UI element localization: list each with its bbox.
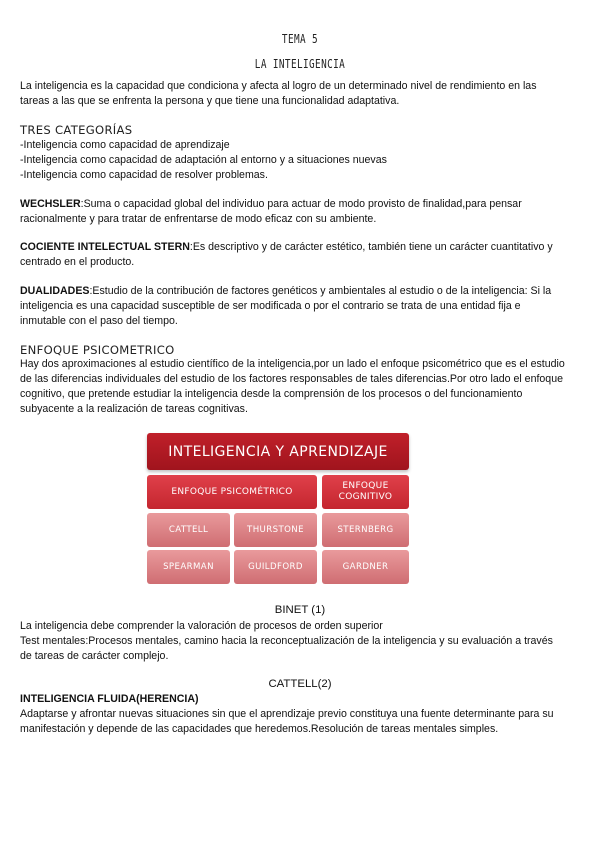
diagram-thurstone-box: THURSTONE <box>234 513 317 547</box>
diagram-cattell-box: CATTELL <box>147 513 230 547</box>
categoria-item: -Inteligencia como capacidad de adaptación al entorno y a situaciones nuevas <box>20 154 387 166</box>
diagram-spearman-box: SPEARMAN <box>147 550 230 584</box>
stern-label: COCIENTE INTELECTUAL STERN <box>20 241 190 253</box>
binet-heading: BINET (1) <box>274 604 326 616</box>
enfoque-heading: ENFOQUE PSICOMETRICO <box>20 343 175 357</box>
diagram-gardner-box: GARDNER <box>322 550 409 584</box>
diagram-cognitivo-box <box>322 475 409 509</box>
wechsler-text: :Suma o capacidad global del individuo para actuar de modo provisto de finalidad,para pensar racionalmente y para tratar de enfrentarse de modo eficaz con su ambiente. <box>20 198 522 225</box>
dualidades-text: :Estudio de la contribución de factores genéticos y ambientales al estudio o de la inteligencia: Si la inteligencia es una capacidad susceptible de ser modificada o por el contrario se trata de una entidad fija e inmutable con el paso del tiempo. <box>20 285 552 327</box>
page-title: LA INTELIGENCIA <box>254 57 346 71</box>
tema-label: TEMA 5 <box>281 32 319 46</box>
cattell-heading: CATTELL(2) <box>268 678 332 690</box>
dualidades-paragraph <box>20 284 565 329</box>
stern-paragraph <box>20 240 565 270</box>
diagram-cognitivo-label: ENFOQUE COGNITIVO <box>338 481 393 502</box>
wechsler-paragraph <box>20 197 565 227</box>
categoria-item: -Inteligencia como capacidad de aprendizaje <box>20 139 230 151</box>
binet-line-2: Test mentales:Procesos mentales, camino hacia la reconceptualización de la inteligencia y su evaluación a través de tareas de carácter complejo. <box>20 635 553 662</box>
wechsler-label: WECHSLER <box>20 198 81 210</box>
binet-line-1: La inteligencia debe comprender la valoración de procesos de orden superior <box>20 620 383 632</box>
dualidades-label: DUALIDADES <box>20 285 90 297</box>
diagram-top-box: INTELIGENCIA Y APRENDIZAJE <box>147 433 409 470</box>
tres-categorias-heading: TRES CATEGORÍAS <box>20 123 133 137</box>
diagram-psicometrico-box: ENFOQUE PSICOMÉTRICO <box>147 475 317 509</box>
intro-paragraph: La inteligencia es la capacidad que condiciona y afecta al logro de un determinado nivel de rendimiento en las tareas a las que se enfrenta la persona y que tiene una funcionalidad adaptativa. <box>20 80 537 107</box>
diagram-sternberg-box: STERNBERG <box>322 513 409 547</box>
diagram-guildford-box: GUILDFORD <box>234 550 317 584</box>
categoria-item: -Inteligencia como capacidad de resolver problemas. <box>20 169 268 181</box>
enfoque-paragraph: Hay dos aproximaciones al estudio científico de la inteligencia,por un lado el enfoque psicométrico que es el estudio de las diferencias individuales del estudio de los factores responsables de tales diferencias.Por otro lado el enfoque cognitivo, que pretende estudiar la inteligencia desde la comprensión de los procesos o del funcionamiento subyacente a la realización de tareas cognitivas. <box>20 358 565 415</box>
inteligencia-diagram <box>147 433 409 587</box>
cattell-paragraph: Adaptarse y afrontar nuevas situaciones sin que el aprendizaje previo constituya una fuente determinante para su manifestación y depende de las capacidades que heredemos.Resolución de tareas mentales simples. <box>20 708 554 735</box>
cattell-subheading: INTELIGENCIA FLUIDA(HERENCIA) <box>20 693 199 705</box>
stern-text: :Es descriptivo y de carácter estético, también tiene un carácter cuantitativo y centrado en el producto. <box>20 241 553 268</box>
